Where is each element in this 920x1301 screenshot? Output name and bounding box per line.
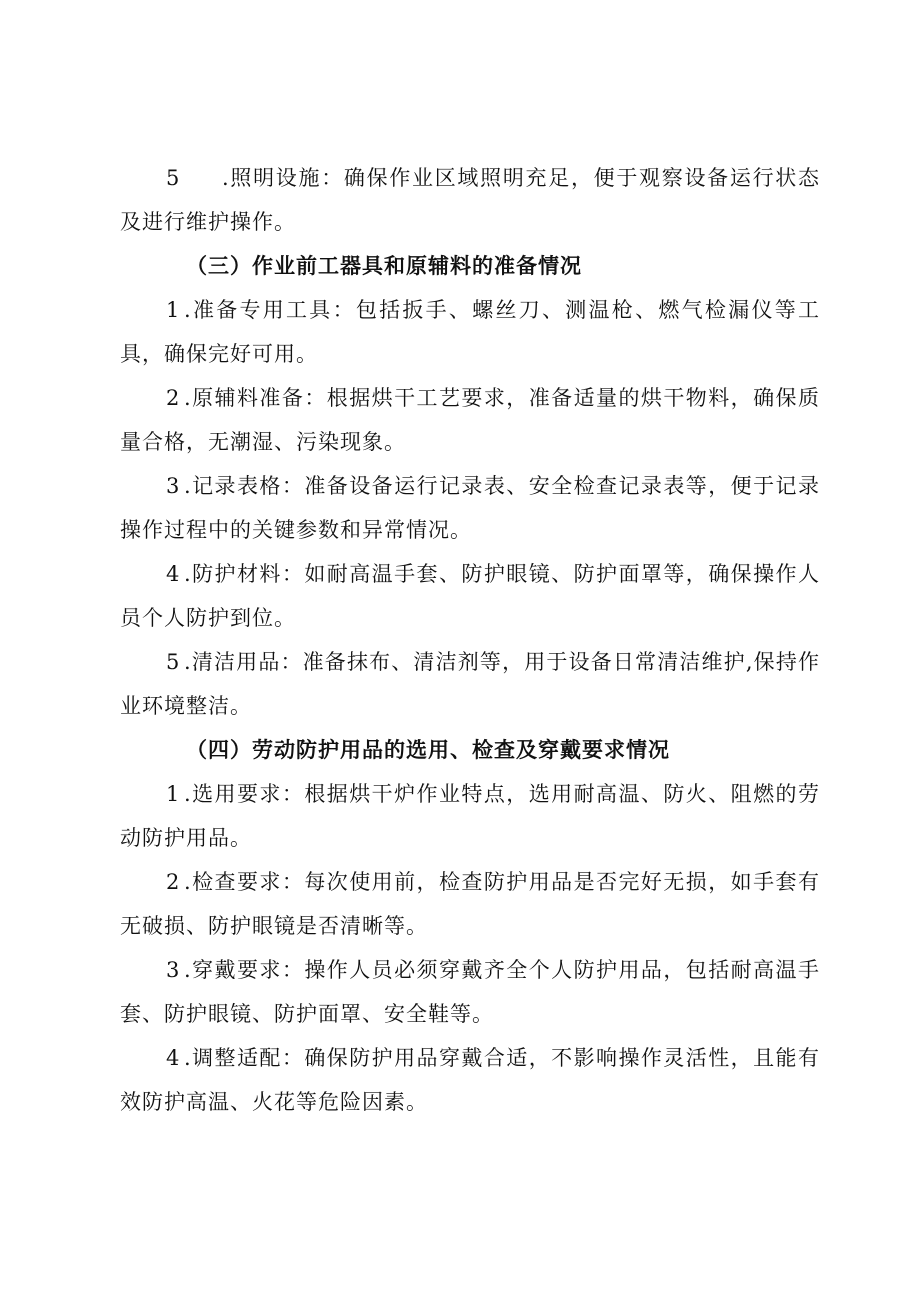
item-text: .照明设施：确保作业区域照明充足，便于观察设备运行状态及进行维护操作。 (120, 166, 820, 234)
section-heading: （四）劳动防护用品的选用、检查及穿戴要求情况 (186, 737, 670, 762)
list-item (120, 860, 820, 948)
item-number: 4 (166, 562, 181, 586)
item-number: 2 (166, 386, 181, 410)
item-number: 5 (166, 166, 181, 190)
item-number: 3 (166, 474, 181, 498)
item-text: .防护材料：如耐高温手套、防护眼镜、防护面罩等，确保操作人员个人防护到位。 (120, 562, 820, 630)
item-text: .检查要求：每次使用前，检查防护用品是否完好无损，如手套有无破损、防护眼镜是否清晰等。 (120, 870, 820, 938)
document-body (120, 156, 820, 1124)
item-text: .选用要求：根据烘干炉作业特点，选用耐高温、防火、阻燃的劳动防护用品。 (120, 782, 820, 850)
item-text: .清洁用品：准备抹布、清洁剂等，用于设备日常清洁维护,保持作业环境整洁。 (120, 650, 820, 718)
item-text: .准备专用工具：包括扳手、螺丝刀、测温枪、燃气检漏仪等工具，确保完好可用。 (120, 298, 820, 366)
list-item (120, 464, 820, 552)
item-text: .调整适配：确保防护用品穿戴合适，不影响操作灵活性，且能有效防护高温、火花等危险因素。 (120, 1046, 820, 1114)
list-item (120, 156, 820, 244)
item-number: 2 (166, 870, 181, 894)
list-item (120, 288, 820, 376)
list-item (120, 376, 820, 464)
item-text: .记录表格：准备设备运行记录表、安全检查记录表等，便于记录操作过程中的关键参数和异常情况。 (120, 474, 820, 542)
item-number: 5 (166, 650, 181, 674)
item-number: 1 (166, 782, 181, 806)
item-number: 4 (166, 1046, 181, 1070)
section-heading: （三）作业前工器具和原辅料的准备情况 (186, 253, 582, 278)
list-item (120, 1036, 820, 1124)
list-item (120, 640, 820, 728)
item-number: 1 (166, 298, 181, 322)
list-item (120, 772, 820, 860)
list-item (120, 948, 820, 1036)
list-item (120, 552, 820, 640)
item-text: .原辅料准备：根据烘干工艺要求，准备适量的烘干物料，确保质量合格，无潮湿、污染现象。 (120, 386, 820, 454)
item-text: .穿戴要求：操作人员必须穿戴齐全个人防护用品，包括耐高温手套、防护眼镜、防护面罩、安全鞋等。 (120, 958, 820, 1026)
item-number: 3 (166, 958, 181, 982)
